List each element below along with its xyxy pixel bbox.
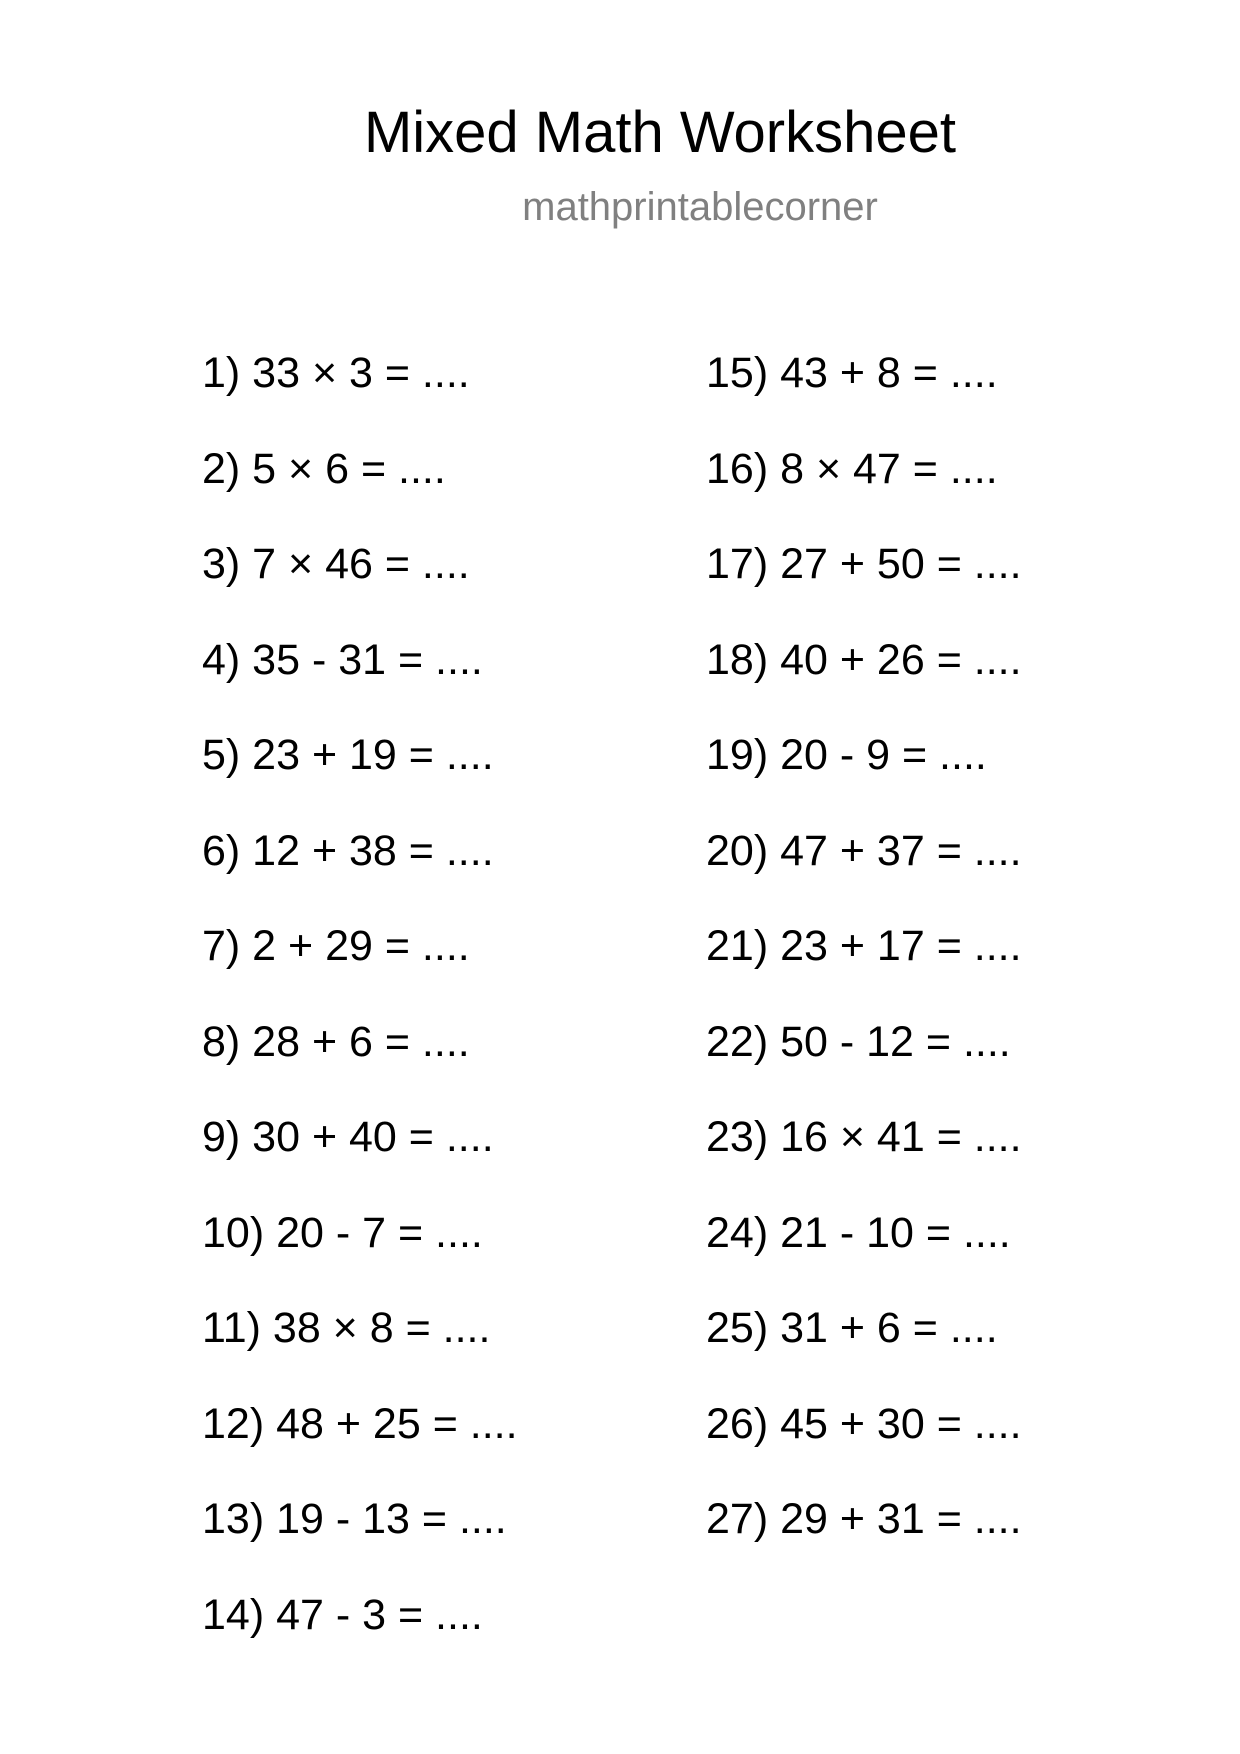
problem-item: 16) 8 × 47 = .... [706,444,998,493]
problem-item: 12) 48 + 25 = .... [202,1399,518,1448]
problem-item: 9) 30 + 40 = .... [202,1113,494,1161]
problem-column-left [202,348,518,1685]
problem-item: 20) 47 + 37 = .... [706,826,1022,875]
problem-item: 24) 21 - 10 = .... [706,1208,1011,1257]
problem-item: 2) 5 × 6 = .... [202,444,446,493]
problem-item: 6) 12 + 38 = .... [202,826,494,875]
problem-item: 3) 7 × 46 = .... [202,540,470,588]
problem-item: 25) 31 + 6 = .... [706,1304,998,1352]
problem-item: 21) 23 + 17 = .... [706,922,1022,970]
problem-item: 18) 40 + 26 = .... [706,635,1022,684]
problem-item: 15) 43 + 8 = .... [706,349,998,397]
worksheet-title: Mixed Math Worksheet [363,100,957,165]
problem-item: 1) 33 × 3 = .... [202,349,470,397]
problem-item: 26) 45 + 30 = .... [706,1399,1022,1448]
problem-item: 23) 16 × 41 = .... [706,1113,1022,1161]
problem-item: 17) 27 + 50 = .... [706,540,1022,588]
problem-item: 10) 20 - 7 = .... [202,1208,483,1257]
problem-item: 8) 28 + 6 = .... [202,1017,470,1066]
problem-item: 11) 38 × 8 = .... [202,1304,491,1352]
problem-item: 5) 23 + 19 = .... [202,731,494,779]
worksheet-subtitle: mathprintablecorner [522,185,878,229]
problem-column-right [706,348,1022,1590]
problem-item: 19) 20 - 9 = .... [706,731,987,779]
problem-item: 13) 19 - 13 = .... [202,1495,507,1543]
problem-item: 22) 50 - 12 = .... [706,1017,1011,1066]
problem-item: 27) 29 + 31 = .... [706,1495,1022,1543]
problem-item: 7) 2 + 29 = .... [202,922,470,970]
problem-item: 14) 47 - 3 = .... [202,1590,483,1639]
problem-item: 4) 35 - 31 = .... [202,635,483,684]
